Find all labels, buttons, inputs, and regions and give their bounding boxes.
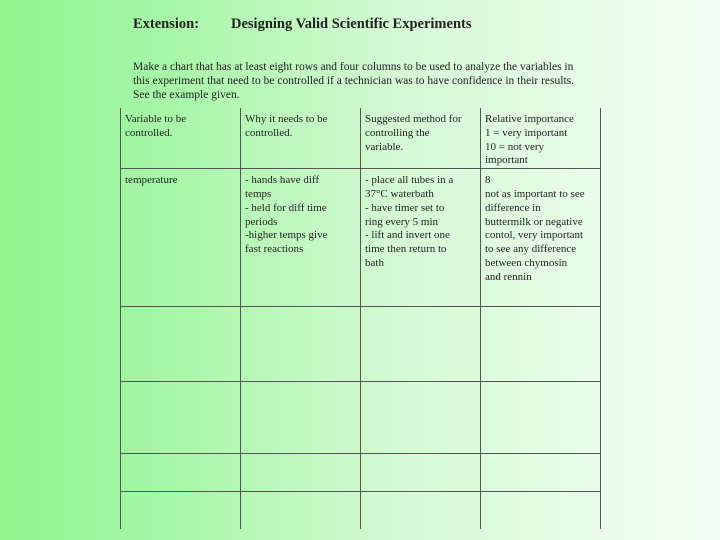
- header-method: Suggested method for controlling the variable.: [361, 108, 481, 169]
- instructions-line-1: Make a chart that has at least eight rows and four columns to be used to analyze the variables in: [133, 61, 574, 73]
- empty-cell: [361, 492, 481, 529]
- table-row-example: [121, 169, 601, 307]
- empty-cell: [361, 307, 481, 382]
- header-importance: Relative importance 1 = very important 10 = not very important: [481, 108, 601, 169]
- header-why: Why it needs to be controlled.: [241, 108, 361, 169]
- example-method: - place all tubes in a 37°C waterbath - have timer set to ring every 5 min - lift and invert one time then return to bath: [361, 169, 481, 307]
- table-row: [121, 382, 601, 454]
- empty-cell: [121, 307, 241, 382]
- empty-cell: [481, 382, 601, 454]
- variables-chart: [120, 108, 601, 529]
- empty-cell: [241, 454, 361, 492]
- empty-cell: [121, 454, 241, 492]
- example-importance: 8 not as important to see difference in buttermilk or negative contol, very important to see any difference between chymosin and rennin: [481, 169, 601, 307]
- example-variable: temperature: [121, 169, 241, 307]
- instructions-line-3: See the example given.: [133, 89, 240, 101]
- empty-cell: [361, 382, 481, 454]
- empty-cell: [481, 492, 601, 529]
- empty-cell: [241, 492, 361, 529]
- empty-cell: [121, 382, 241, 454]
- empty-cell: [241, 307, 361, 382]
- instructions-line-2: this experiment that need to be controlled if a technician was to have confidence in their results.: [133, 75, 574, 87]
- table-row: [121, 492, 601, 529]
- example-why: - hands have diff temps - held for diff time periods -higher temps give fast reactions: [241, 169, 361, 307]
- header-variable: Variable to be controlled.: [121, 108, 241, 169]
- empty-cell: [361, 454, 481, 492]
- slide-heading: [133, 16, 471, 33]
- heading-title: Designing Valid Scientific Experiments: [231, 16, 472, 32]
- empty-cell: [241, 382, 361, 454]
- table-header-row: [121, 108, 601, 169]
- heading-label: Extension:: [133, 16, 200, 32]
- empty-cell: [121, 492, 241, 529]
- table-row: [121, 307, 601, 382]
- table-row: [121, 454, 601, 492]
- instructions: [133, 60, 605, 102]
- empty-cell: [481, 454, 601, 492]
- empty-cell: [481, 307, 601, 382]
